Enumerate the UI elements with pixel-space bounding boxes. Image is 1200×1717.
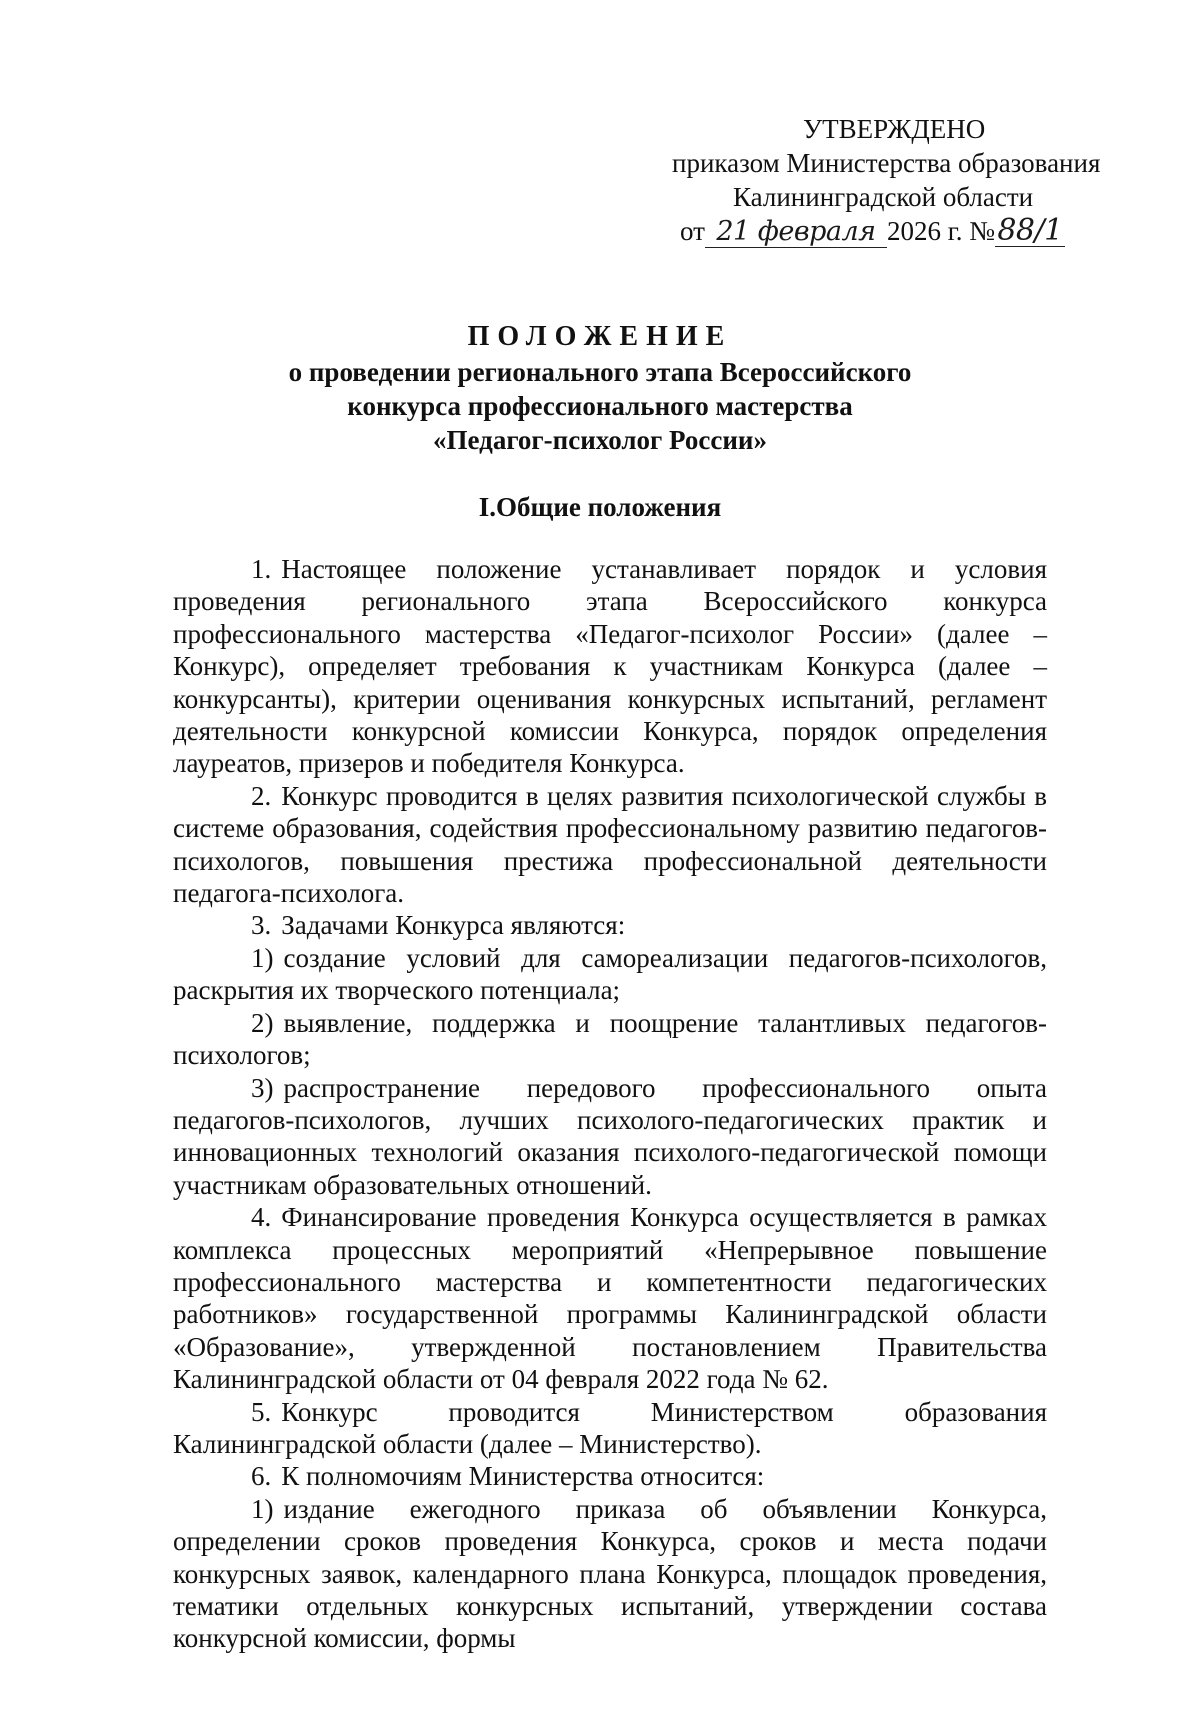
document-title: ПОЛОЖЕНИЕ — [467, 321, 733, 352]
list-item-text: создание условий для самореализации педагогов-психологов, раскрытия их творческого потенциала; — [173, 942, 1047, 1006]
section-heading: I.Общие положения — [478, 492, 722, 522]
list-item — [173, 1007, 1047, 1072]
paragraph-text: Финансирование проведения Конкурса осуществляется в рамках комплекса процессных мероприятий «Непрерывное повышение профессионального мастерства и компетентности педагогических работников» государственной программы Калининградской области «Образование», утвержденной постановлением Правительства Калининградской области от 04 февраля 2022 года № 62. — [173, 1202, 1047, 1395]
list-item-number: 1) — [251, 1493, 274, 1524]
list-item-text: выявление, поддержка и поощрение талантливых педагогов-психологов; — [173, 1007, 1047, 1071]
approval-year: 2026 г. № — [886, 216, 995, 246]
approval-date-prefix: от — [680, 216, 705, 246]
paragraph — [173, 1201, 1047, 1395]
document-subtitle-line-3: «Педагог-психолог России» — [433, 425, 767, 455]
approval-title: УТВЕРЖДЕНО — [803, 114, 986, 144]
list-item-text: издание ежегодного приказа об объявлении Конкурса, определении сроков проведения Конкурса, сроков и места подачи конкурсных заявок, календарного плана Конкурса, площадок проведения, тематики отдельных конкурсных испытаний, утверждении состава конкурсной комиссии, формы — [173, 1493, 1047, 1654]
paragraph-number: 3. — [251, 910, 272, 941]
approval-date-line — [680, 214, 1065, 254]
approval-order-line: приказом Министерства образования — [672, 148, 1101, 178]
paragraph-text: Настоящее положение устанавливает порядок и условия проведения регионального этапа Всероссийского конкурса профессионального мастерства «Педагог-психолог России» (далее – Конкурс), определяет требования к участникам Конкурса (далее – конкурсанты), критерии оценивания конкурсных испытаний, регламент деятельности конкурсной комиссии Конкурса, порядок определения лауреатов, призеров и победителя Конкурса. — [173, 554, 1047, 779]
paragraph-text: К полномочиям Министерства относится: — [281, 1461, 765, 1492]
paragraph-text: Конкурс проводится Министерством образования Калининградской области (далее – Министерство). — [173, 1396, 1047, 1459]
paragraph-number: 5. — [251, 1396, 272, 1427]
handwritten-date: 21 февраля — [705, 217, 887, 248]
list-item — [173, 1072, 1047, 1202]
paragraph — [173, 553, 1047, 780]
document-subtitle-line-1: о проведении регионального этапа Всероссийского — [288, 357, 912, 387]
list-item-number: 2) — [251, 1007, 274, 1038]
paragraph — [173, 1396, 1047, 1461]
paragraph — [173, 909, 1047, 941]
paragraph — [173, 780, 1047, 910]
paragraph-text: Конкурс проводится в целях развития психологической службы в системе образования, содействия профессиональному развитию педагогов-психологов, повышения престижа профессиональной деятельности педагога-психолога. — [173, 780, 1047, 909]
list-item — [173, 942, 1047, 1007]
body-text — [173, 553, 1047, 1655]
paragraph-number: 4. — [251, 1202, 272, 1233]
list-item-number: 1) — [251, 942, 274, 973]
paragraph-number: 1. — [251, 554, 272, 584]
handwritten-number: 88/1 — [995, 216, 1065, 247]
approval-region-line: Калининградской области — [733, 182, 1034, 212]
list-item — [173, 1493, 1047, 1655]
paragraph-number: 2. — [251, 780, 272, 811]
paragraph — [173, 1460, 1047, 1492]
paragraph-number: 6. — [251, 1461, 272, 1492]
list-item-text: распространение передового профессионального опыта педагогов-психологов, лучших психолого-педагогических практик и инновационных технологий оказания психолого-педагогической помощи участникам образовательных отношений. — [173, 1072, 1047, 1200]
list-item-number: 3) — [251, 1072, 274, 1103]
document-subtitle-line-2: конкурса профессионального мастерства — [347, 391, 853, 421]
paragraph-text: Задачами Конкурса являются: — [281, 910, 626, 941]
